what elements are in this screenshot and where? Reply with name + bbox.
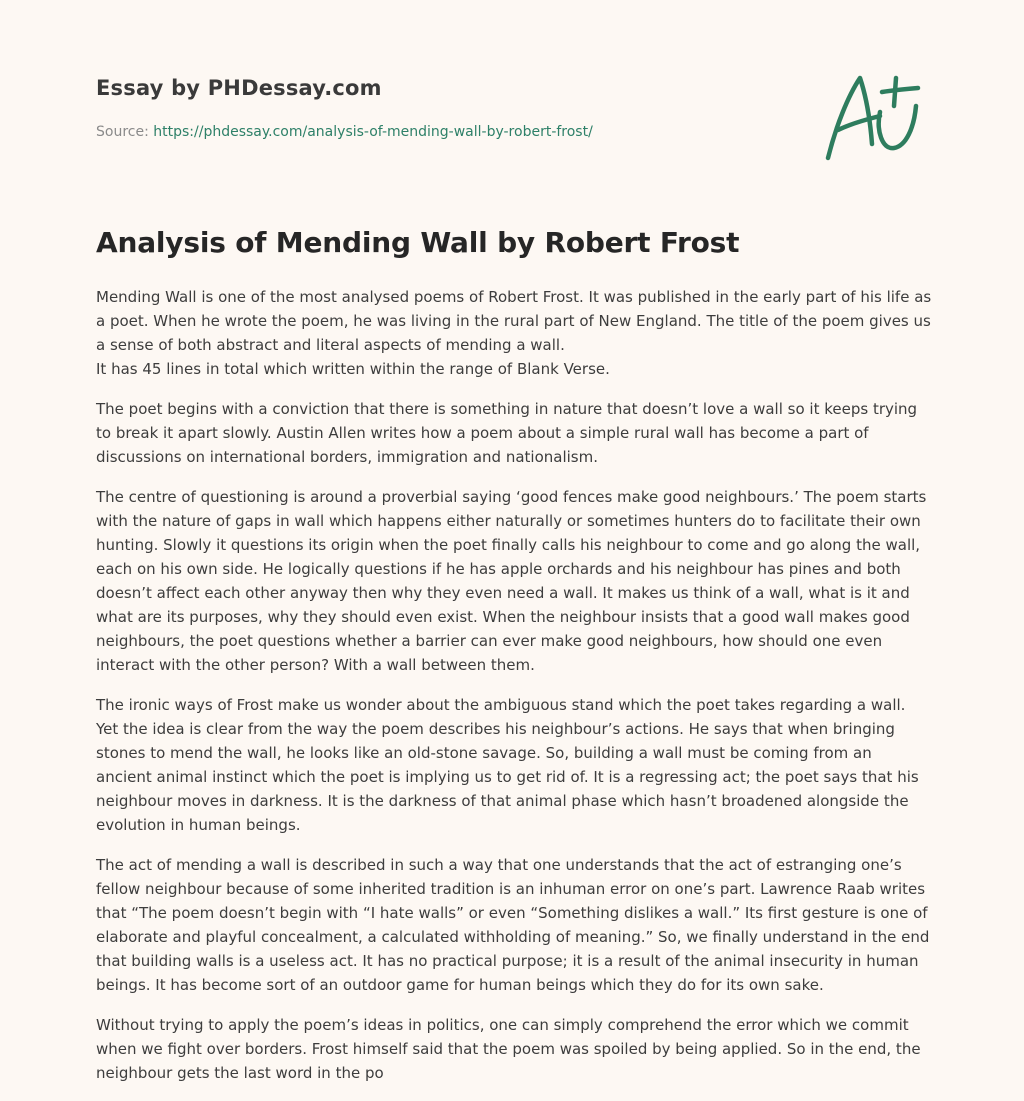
- site-title: Essay by PHDessay.com: [96, 76, 382, 100]
- body-paragraph: The ironic ways of Frost make us wonder about the ambiguous stand which the poet takes regarding a wall. Yet the idea is clear from the way the poem describes his neighbour’s actions. He says that when bringing stones to mend the wall, he looks like an old-stone savage. So, building a wall must be coming from an ancient animal instinct which the poet is implying us to get rid of. It is a regressing act; the poet says that his neighbour moves in darkness. It is the darkness of that animal phase which hasn’t broadened alongside the evolution in human beings.: [96, 696, 919, 834]
- article-body: [96, 285, 932, 1101]
- source-label: Source:: [96, 124, 149, 140]
- source-line: [96, 124, 736, 140]
- page-header: [96, 76, 736, 140]
- intro-line-count: It has 45 lines in total which written within the range of Blank Verse.: [96, 360, 610, 378]
- body-paragraph: Without trying to apply the poem’s ideas in politics, one can simply comprehend the error which we commit when we fight over borders. Frost himself said that the poem was spoiled by being applied. So in the end, the neighbour gets the last word in the po: [96, 1016, 921, 1082]
- intro-text: Mending Wall is one of the most analysed poems of Robert Frost. It was published in the early part of his life as a poet. When he wrote the poem, he was living in the rural part of New England. The title of the poem gives us a sense of both abstract and literal aspects of mending a wall.: [96, 288, 932, 354]
- source-link[interactable]: https://phdessay.com/analysis-of-mending-wall-by-robert-frost/: [153, 124, 593, 140]
- body-paragraph: The act of mending a wall is described in such a way that one understands that the act of estranging one’s fellow neighbour because of some inherited tradition is an inhuman error on one’s part. Lawrence Raab writes that “The poem doesn’t begin with “I hate walls” or even “Something dislikes a wall.” Its first gesture is one of elaborate and playful concealment, a calculated withholding of meaning.” So, we finally understand in the end that building walls is a useless act. It has no practical purpose; it is a result of the animal insecurity in human beings. It has become sort of an outdoor game for human beings which they do for its own sake.: [96, 856, 930, 994]
- a-plus-grade-icon: [820, 66, 930, 166]
- body-paragraph: The centre of questioning is around a proverbial saying ‘good fences make good neighbours.’ The poem starts with the nature of gaps in wall which happens either naturally or sometimes hunters do to facilitate their own hunting. Slowly it questions its origin when the poet finally calls his neighbour to come and go along the wall, each on his own side. He logically questions if he has apple orchards and his neighbour has pines and both doesn’t affect each other anyway then why they even need a wall. It makes us think of a wall, what is it and what are its purposes, why they should even exist. When the neighbour insists that a good wall makes good neighbours, the poet questions whether a barrier can ever make good neighbours, how should one even interact with the other person? With a wall between them.: [96, 488, 927, 674]
- intro-paragraph: [96, 285, 932, 381]
- article-title: Analysis of Mending Wall by Robert Frost: [96, 226, 740, 259]
- body-paragraph: The poet begins with a conviction that there is something in nature that doesn’t love a wall so it keeps trying to break it apart slowly. Austin Allen writes how a poem about a simple rural wall has become a part of discussions on international borders, immigration and nationalism.: [96, 400, 918, 466]
